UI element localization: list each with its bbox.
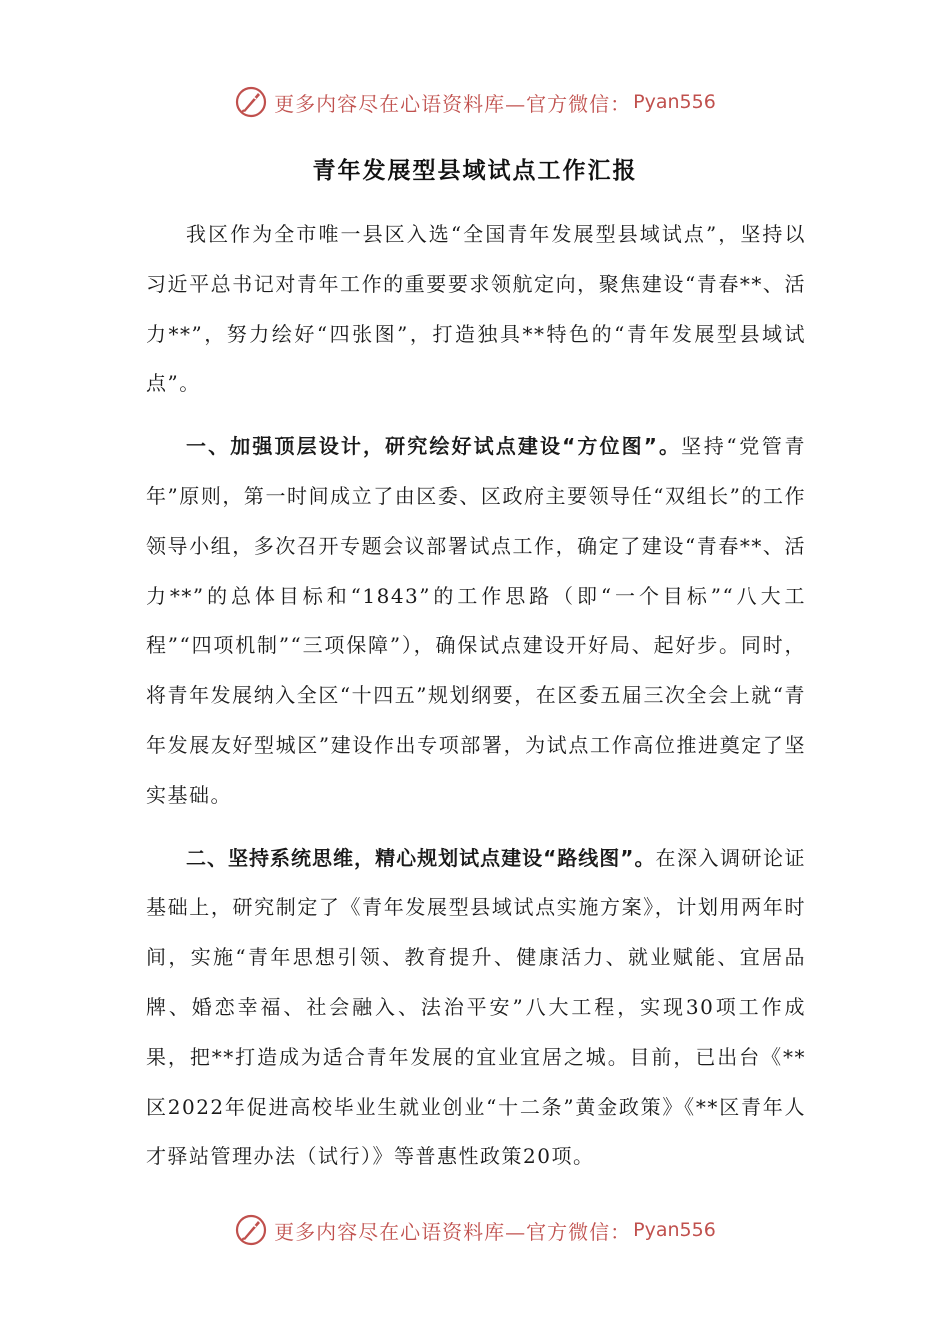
document-title: 青年发展型县域试点工作汇报 [312,158,638,184]
watermark-wechat-id: Pyan556 [633,91,716,113]
section-one-body: 坚持“党管青年”原则，第一时间成立了由区委、区政府主要领导任“双组长”的工作领导小组，多次召开专题会议部署试点工作，确定了建设“青春**、活力**”的总体目标和“1843”的工作思路（即“一个目标”“八大工程”“四项机制”“三项保障”），确保试点建设开好局、起好步。同时，将青年发展纳入全区“十四五”规划纲要，在区委五届三次全会上就“青年发展友好型城区”建设作出专项部署，为试点工作高位推进奠定了坚实基础。 [146,434,806,807]
section-one-heading: 一、加强顶层设计，研究绘好试点建设“方位图”。 [186,434,682,459]
quill-logo-icon [234,1213,268,1247]
intro-paragraph [146,210,806,409]
watermark-text: 更多内容尽在心语资料库—官方微信： [274,91,632,116]
section-two-heading: 二、坚持系统思维，精心规划试点建设“路线图”。 [186,845,656,870]
quill-logo-icon [234,85,268,119]
section-one-paragraph [146,422,806,820]
watermark-banner-top [0,82,950,122]
watermark-wechat-id: Pyan556 [633,1219,716,1241]
watermark-text: 更多内容尽在心语资料库—官方微信： [274,1219,632,1244]
watermark-banner-bottom [0,1210,950,1250]
paragraph-body: 我区作为全市唯一县区入选“全国青年发展型县域试点”，坚持以习近平总书记对青年工作的重要要求领航定向，聚焦建设“青春**、活力**”，努力绘好“四张图”，打造独具**特色的“青年发展型县域试点”。 [146,222,806,396]
section-two-paragraph [146,834,806,1183]
section-two-body: 在深入调研论证基础上，研究制定了《青年发展型县域试点实施方案》，计划用两年时间，实施“青年思想引领、教育提升、健康活力、就业赋能、宜居品牌、婚恋幸福、社会融入、法治平安”八大工程，实现30项工作成果，把**打造成为适合青年发展的宜业宜居之城。目前，已出台《**区2022年促进高校毕业生就业创业“十二条”黄金政策》《**区青年人才驿站管理办法（试行）》等普惠性政策20项。 [146,845,806,1169]
document-body [146,210,806,1182]
